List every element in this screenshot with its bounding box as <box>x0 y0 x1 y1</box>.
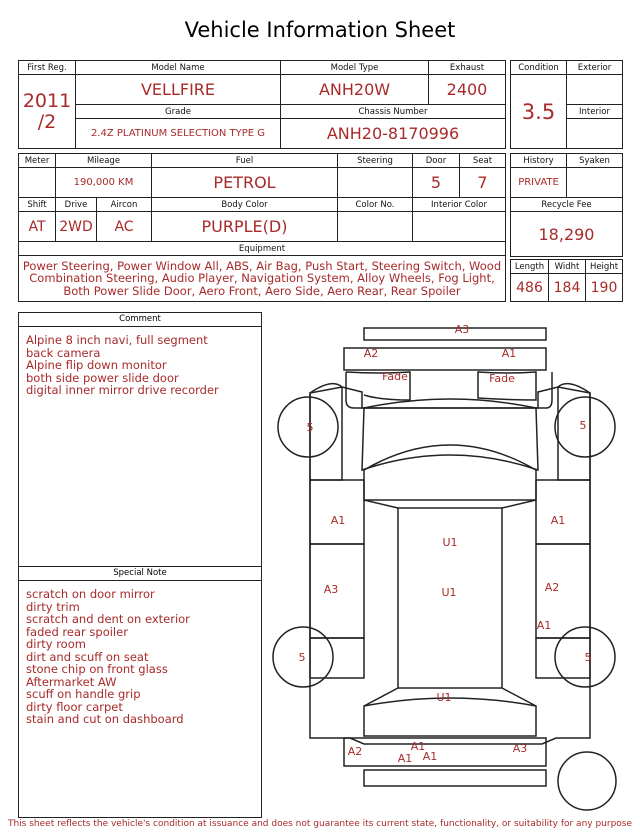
mark-front-top: A3 <box>454 323 470 336</box>
first-reg-year: 2011 <box>22 89 72 112</box>
steering-label: Steering <box>338 154 413 168</box>
comment-line: Alpine flip down monitor <box>26 358 167 372</box>
disclaimer-footer: This sheet reflects the vehicle's condition at issuance and does not guarantee its current state, functionality, or suitability for any purpose <box>7 819 633 829</box>
seat-label: Seat <box>460 154 506 168</box>
width-value: 184 <box>549 274 586 302</box>
height-value: 190 <box>586 274 623 302</box>
comment-line: back camera <box>26 345 101 360</box>
special-note-line: scratch on door mirror <box>26 587 155 601</box>
model-type-label: Model Type <box>281 61 429 75</box>
mark-front-right: A1 <box>501 347 517 360</box>
special-note-line: Aftermarket AW <box>26 674 117 689</box>
mark-side-right-rear-2: A1 <box>536 619 552 632</box>
aircon-value: AC <box>97 212 152 242</box>
comment-line: digital inner mirror drive recorder <box>26 383 219 397</box>
interior-value <box>567 119 623 149</box>
history-label: History <box>511 154 567 168</box>
mark-wheel-fl: 5 <box>306 421 314 434</box>
hood-front-outline <box>346 372 552 408</box>
mark-rear-a1a: A1 <box>410 740 426 753</box>
mileage-value: 190,000 KM <box>56 168 152 198</box>
shift-label: Shift <box>19 198 56 212</box>
recycle-fee-value: 18,290 <box>511 212 623 257</box>
rear-lower-outline <box>364 770 546 786</box>
comment-box <box>18 312 262 567</box>
spare-tire-outline <box>558 752 616 810</box>
first-reg-value <box>19 75 76 149</box>
meter-label: Meter <box>19 154 56 168</box>
exterior-label: Exterior <box>567 61 623 75</box>
exhaust-value: 2400 <box>429 75 506 105</box>
recycle-fee-label: Recycle Fee <box>511 198 623 212</box>
chassis-value: ANH20-8170996 <box>281 119 506 149</box>
special-note-label: Special Note <box>19 567 261 581</box>
model-name-label: Model Name <box>76 61 281 75</box>
condition-table <box>510 60 623 149</box>
mark-side-right-rear: A2 <box>544 581 560 594</box>
right-quarter-outline <box>536 638 590 678</box>
exterior-value <box>567 75 623 105</box>
exhaust-label: Exhaust <box>429 61 506 75</box>
seat-value: 7 <box>460 168 506 198</box>
special-note-line: scratch and dent on exterior <box>26 612 190 626</box>
sheet-title: Vehicle Information Sheet <box>184 18 456 42</box>
shift-value: AT <box>19 212 56 242</box>
special-note-line: scuff on handle grip <box>26 687 141 701</box>
model-type-value: ANH20W <box>281 75 429 105</box>
special-note-line: dirt and scuff on seat <box>26 649 149 664</box>
interior-color-label: Interior Color <box>413 198 506 212</box>
dimensions-table <box>510 259 623 302</box>
left-quarter-outline <box>310 638 364 678</box>
mark-wheel-rr: 5 <box>584 651 592 664</box>
special-note-box <box>18 566 262 818</box>
drive-label: Drive <box>56 198 97 212</box>
special-note-line: dirty floor carpet <box>26 699 123 714</box>
color-no-label: Color No. <box>338 198 413 212</box>
comment-list <box>19 327 261 397</box>
mileage-label: Mileage <box>56 154 152 168</box>
first-reg-month: /2 <box>37 110 57 133</box>
color-no-value <box>338 212 413 242</box>
mark-rear-left: A2 <box>347 745 363 758</box>
chassis-label: Chassis Number <box>281 105 506 119</box>
fuel-label: Fuel <box>152 154 338 168</box>
condition-label: Condition <box>511 61 567 75</box>
equipment-value: Power Steering, Power Window All, ABS, Air Bag, Push Start, Steering Switch, Wood Combination Steering, Audio Player, Navigation System, Alloy Wheels, Fog Light, Both Power Slide Door, Aero Front, Aero Side, Aero Rear, Rear Spoiler <box>19 256 506 302</box>
aircon-label: Aircon <box>97 198 152 212</box>
model-name-value: VELLFIRE <box>76 75 281 105</box>
front-windshield-outline <box>364 445 536 500</box>
mark-side-left-rear: A3 <box>323 583 339 596</box>
interior-color-value <box>413 212 506 242</box>
length-label: Length <box>511 260 549 274</box>
special-note-line: dirty room <box>26 637 86 651</box>
grade-label: Grade <box>76 105 281 119</box>
steering-value <box>338 168 413 198</box>
mark-side-right-front: A1 <box>550 514 566 527</box>
history-value: PRIVATE <box>511 168 567 198</box>
first-reg-label: First Reg. <box>19 61 76 75</box>
special-note-line: stain and cut on dashboard <box>26 712 184 726</box>
mark-wheel-fr: 5 <box>579 419 587 432</box>
special-note-line: faded rear spoiler <box>26 624 128 639</box>
length-value: 486 <box>511 274 549 302</box>
right-front-door-outline <box>536 480 590 544</box>
height-label: Height <box>586 260 623 274</box>
mark-wheel-rl: 5 <box>298 651 306 664</box>
door-value: 5 <box>413 168 460 198</box>
equipment-label: Equipment <box>19 242 506 256</box>
roof-corners <box>364 500 536 706</box>
meter-value <box>19 168 56 198</box>
body-color-label: Body Color <box>152 198 338 212</box>
spec-table <box>18 153 506 302</box>
comment-line: Alpine 8 inch navi, full segment <box>26 333 208 347</box>
mark-roof-3: U1 <box>436 691 452 704</box>
syaken-label: Syaken <box>567 154 623 168</box>
drive-value: 2WD <box>56 212 97 242</box>
mark-roof-1: U1 <box>442 536 458 549</box>
condition-value: 3.5 <box>511 75 567 149</box>
comment-line: both side power slide door <box>26 370 179 385</box>
left-front-door-outline <box>310 480 364 544</box>
syaken-value <box>567 168 623 198</box>
mark-fade-right: Fade <box>489 372 515 385</box>
history-table <box>510 153 623 257</box>
mark-side-left-front: A1 <box>330 514 346 527</box>
hood-outline <box>362 399 538 470</box>
body-color-value: PURPLE(D) <box>152 212 338 242</box>
car-damage-diagram <box>262 318 640 818</box>
mark-fade-left: Fade <box>382 370 408 383</box>
special-note-list <box>19 581 261 726</box>
mark-rear-a1b: A1 <box>397 752 413 765</box>
mark-front-left: A2 <box>363 347 379 360</box>
width-label: Widht <box>549 260 586 274</box>
interior-label: Interior <box>567 105 623 119</box>
grade-value: 2.4Z PLATINUM SELECTION TYPE G <box>76 119 281 149</box>
vehicle-id-table <box>18 60 506 149</box>
fuel-value: PETROL <box>152 168 338 198</box>
comment-label: Comment <box>19 313 261 327</box>
door-label: Door <box>413 154 460 168</box>
mark-rear-right: A3 <box>512 742 528 755</box>
special-note-line: stone chip on front glass <box>26 662 168 676</box>
special-note-line: dirty trim <box>26 599 80 614</box>
mark-roof-2: U1 <box>441 586 457 599</box>
mark-rear-a1c: A1 <box>422 750 438 763</box>
